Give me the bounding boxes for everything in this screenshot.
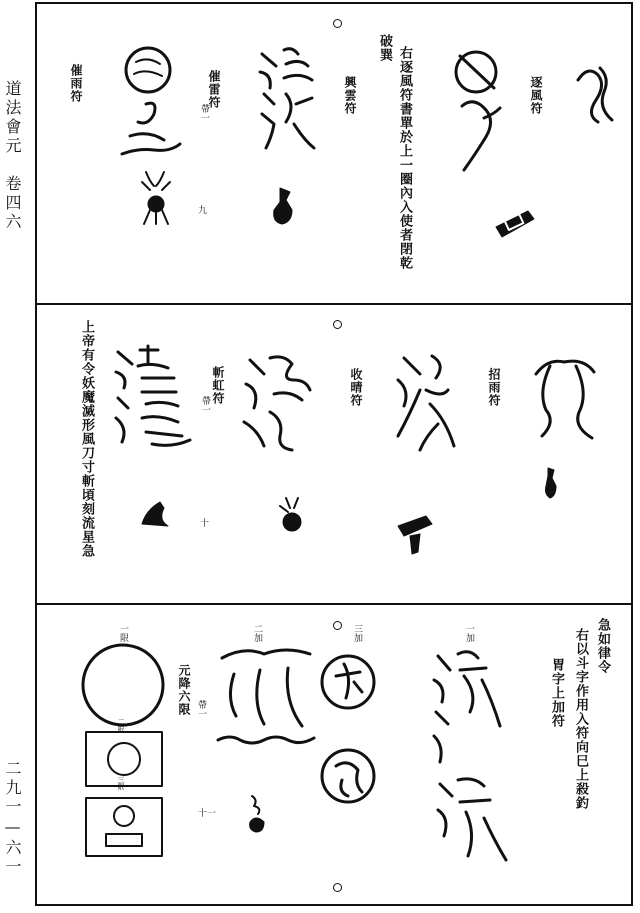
label-rain-talisman: 催雨符 — [69, 64, 83, 103]
binding-hole — [333, 883, 342, 892]
thunder-talisman-glyph — [118, 44, 188, 166]
thunder-seal-figure — [136, 168, 176, 228]
label-thunder-talisman: 催雷符 — [207, 70, 221, 109]
note-rainbow: 帶一 — [200, 396, 210, 414]
caption-wind-2: 破巽 — [377, 34, 392, 62]
cut-rainbow-seal — [272, 494, 312, 534]
page-number: 二九一—六一 — [3, 760, 22, 877]
note-limit-2: 二限 — [117, 718, 125, 732]
command-seal — [138, 498, 172, 532]
note-one-add: 一加 — [464, 624, 474, 642]
wind-seal-figure — [492, 205, 538, 241]
section-divider-2 — [37, 603, 632, 605]
cut-rainbow-glyph — [240, 350, 314, 454]
note-eleven: 十一 — [198, 809, 217, 819]
cloud-talisman-glyph — [256, 44, 318, 156]
note-ten: 十 — [200, 519, 210, 529]
six-limits-seal — [244, 792, 270, 836]
urgent-talisman-glyph — [430, 646, 510, 870]
caption-hook: 右以斗字作用入符向巳上殺釣 — [573, 628, 588, 810]
summon-rain-seal — [542, 464, 562, 504]
label-wind-talisman: 逐風符 — [529, 76, 543, 115]
clear-sky-glyph — [390, 350, 460, 454]
book-title: 道法會元 卷四六 — [3, 80, 22, 232]
urgent-circles — [318, 646, 378, 806]
note-two-add: 二加 — [252, 624, 262, 642]
binding-hole — [333, 19, 342, 28]
wind-talisman-glyph — [568, 60, 618, 130]
clear-sky-seal — [392, 508, 440, 556]
cloud-seal-figure — [270, 184, 296, 228]
six-limits-glyph — [214, 640, 324, 752]
caption-urgent: 急如律令 — [595, 618, 610, 674]
wind-circle-glyph — [444, 44, 514, 174]
label-clear-sky: 收晴符 — [349, 368, 363, 407]
limit-boxes — [82, 728, 168, 860]
label-summon-rain: 招雨符 — [487, 368, 501, 407]
label-six-limits: 元降六限 — [177, 664, 191, 716]
note-limit-3: 三限 — [117, 776, 125, 790]
limit-big-circle — [78, 640, 168, 730]
label-cut-rainbow: 斬虹符 — [211, 366, 225, 405]
note-thunder: 帶一 — [199, 104, 209, 122]
note-one-limit: 一限 — [118, 624, 128, 642]
binding-hole — [333, 320, 342, 329]
note-nine: 九 — [198, 206, 208, 216]
note-three-add: 三加 — [352, 624, 362, 642]
caption-command: 上帝有令妖魔滅形風刀寸斬頃刻流星急 — [79, 320, 94, 558]
summon-rain-glyph — [528, 352, 606, 442]
label-cloud-talisman: 興雲符 — [343, 76, 357, 115]
caption-wind: 右逐風符書單於上一圈內入使者閉乾 — [397, 46, 412, 270]
note-six: 帶一 — [196, 700, 206, 718]
section-divider-1 — [37, 303, 632, 305]
caption-stomach: 胃字上加符 — [549, 658, 564, 728]
binding-hole — [333, 621, 342, 630]
command-talisman-glyph — [112, 344, 196, 452]
